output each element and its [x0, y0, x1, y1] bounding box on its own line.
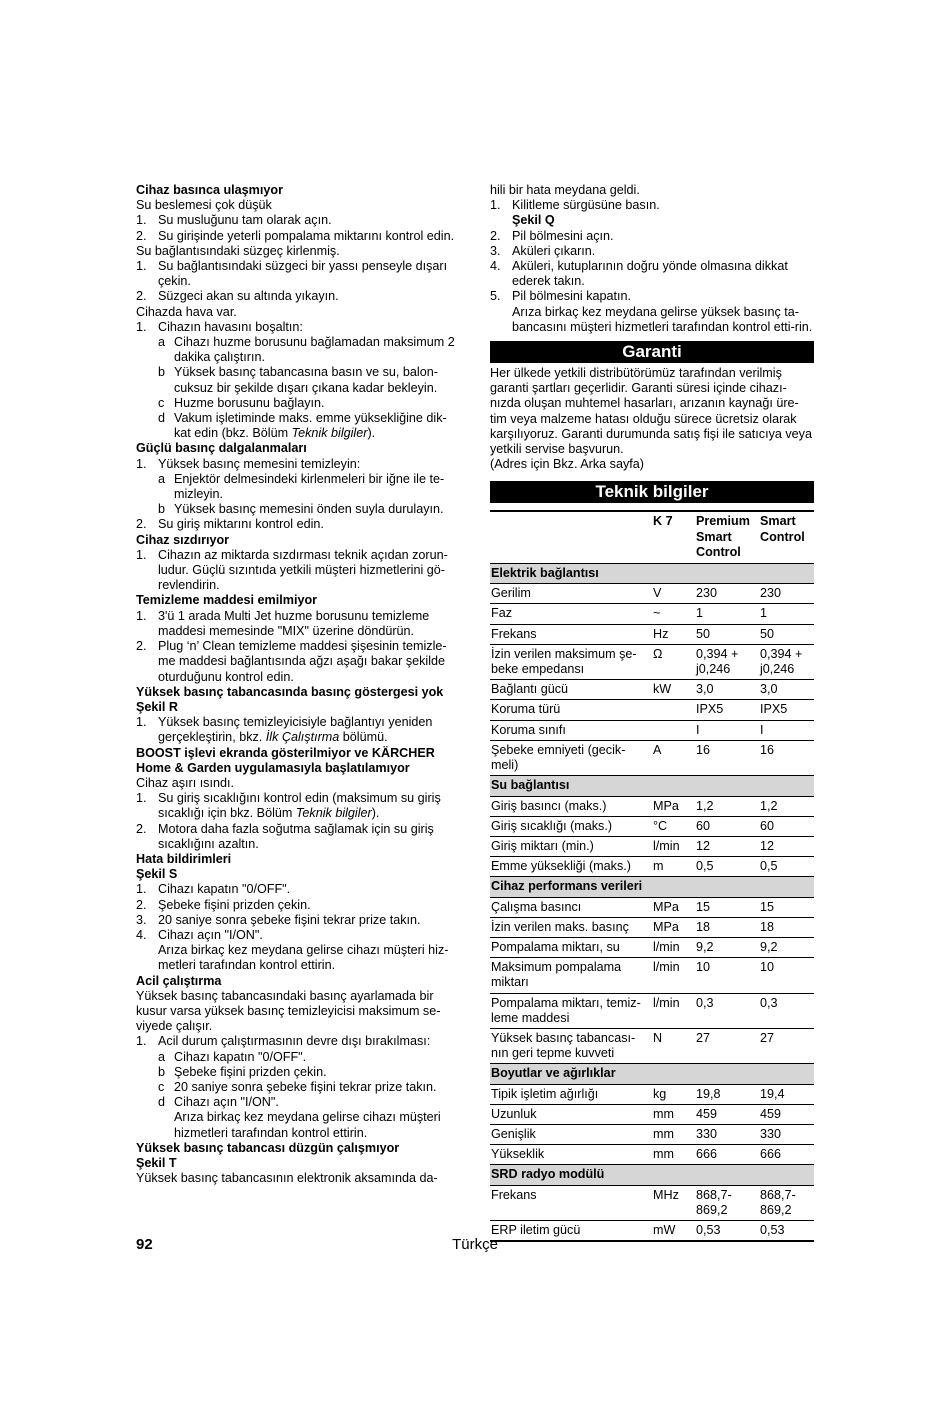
line-text: Yüksek basınç memesini önden suyla durulayın. — [174, 502, 444, 517]
table-row — [490, 917, 814, 937]
table-cell: 1,2 — [695, 796, 759, 816]
table-cell: Pompalama miktarı, temiz-leme maddesi — [490, 993, 652, 1028]
garanti-heading: Garanti — [490, 341, 814, 363]
table-cell: 3,0 — [759, 680, 814, 700]
table-cell: 16 — [695, 740, 759, 775]
line-text-after: ). — [367, 426, 376, 441]
line-text: Acil çalıştırma — [136, 973, 222, 988]
table-cell: 0,53 — [695, 1220, 759, 1241]
line-text: Su musluğunu tam olarak açın. — [158, 213, 332, 228]
line-text: Cihazı açın "I/ON". — [174, 1095, 279, 1110]
table-cell: 19,8 — [695, 1084, 759, 1104]
table-cell: Çalışma basıncı — [490, 897, 652, 917]
line-text: Cihaz sızdırıyor — [136, 532, 230, 547]
garanti-address-note: (Adres için Bkz. Arka sayfa) — [490, 457, 644, 472]
table-cell: A — [652, 740, 695, 775]
line-text: Aküleri çıkarın. — [512, 243, 596, 258]
list-marker: 1. — [136, 319, 147, 334]
numbered-step — [136, 639, 462, 685]
list-marker: b — [158, 365, 166, 380]
line-text: Cihazı açın "I/ON". — [158, 927, 263, 942]
page-number: 92 — [136, 1236, 153, 1253]
table-cell: MPa — [652, 917, 695, 937]
table-cell: 9,2 — [759, 937, 814, 957]
line-text: Şekil Q — [512, 213, 555, 228]
table-cell — [652, 720, 695, 740]
line-text: Arıza birkaç kez meydana gelirse yüksek basınç ta-bancasını müşteri hizmetleri tarafından kontrol etti-rin. — [512, 304, 813, 334]
table-cell: İzin verilen maks. basınç — [490, 917, 652, 937]
table-cell: İzin verilen maksimum şe-beke empedansı — [490, 644, 652, 679]
table-row — [490, 1124, 814, 1144]
line-text-after: bölümü. — [339, 730, 388, 745]
left-column — [136, 183, 462, 1186]
table-cell: Koruma türü — [490, 700, 652, 720]
table-cell: Pompalama miktarı, su — [490, 937, 652, 957]
table-cell: Frekans — [490, 1185, 652, 1220]
numbered-step — [136, 259, 462, 289]
numbered-step — [136, 882, 462, 897]
paragraph — [136, 776, 462, 791]
list-marker: 2. — [490, 228, 501, 243]
table-row — [490, 836, 814, 856]
table-cell: 666 — [695, 1145, 759, 1165]
table-row — [490, 680, 814, 700]
technical-data-table — [490, 510, 814, 1242]
paragraph — [136, 305, 462, 320]
section-heading — [136, 1156, 462, 1171]
line-text: Pil bölmesini kapatın. — [512, 289, 632, 304]
table-cell: Bağlantı gücü — [490, 680, 652, 700]
table-row — [490, 624, 814, 644]
list-marker: 5. — [490, 289, 501, 304]
section-heading — [136, 852, 462, 867]
table-cell: mW — [652, 1220, 695, 1241]
table-cell: 3,0 — [695, 680, 759, 700]
line-text: Cihaz aşırı ısındı. — [136, 775, 234, 790]
table-cell: 12 — [759, 836, 814, 856]
table-cell: 16 — [759, 740, 814, 775]
list-marker: a — [158, 471, 166, 486]
table-cell: 868,7-869,2 — [695, 1185, 759, 1220]
cross-reference: Teknik bilgiler — [291, 426, 368, 441]
table-row — [490, 720, 814, 740]
list-marker: a — [158, 335, 166, 350]
table-row — [490, 816, 814, 836]
table-cell: 1 — [759, 604, 814, 624]
table-cell: 0,53 — [759, 1220, 814, 1241]
column-header — [490, 511, 652, 563]
table-cell: °C — [652, 816, 695, 836]
numbered-step — [136, 791, 462, 821]
line-text: 20 saniye sonra şebeke fişini tekrar prize takın. — [174, 1079, 437, 1094]
list-marker: 2. — [136, 517, 147, 532]
table-cell: 868,7-869,2 — [759, 1185, 814, 1220]
line-text: Şekil T — [136, 1156, 177, 1170]
table-cell: 10 — [695, 958, 759, 993]
numbered-step — [136, 320, 462, 335]
line-text: Şekil R — [136, 699, 178, 714]
paragraph — [136, 198, 462, 213]
indented-note — [490, 305, 814, 335]
table-cell: 459 — [759, 1104, 814, 1124]
table-cell: 1 — [695, 604, 759, 624]
lettered-substep — [136, 472, 462, 502]
numbered-step — [490, 289, 814, 304]
table-cell: Faz — [490, 604, 652, 624]
line-text: Cihazın az miktarda sızdırması teknik açıdan zorun-ludur. Güçlü sızıntıda yetkili müşteri hizmetlerini gö-revlendirin. — [158, 547, 448, 593]
line-text: Şebeke fişini prizden çekin. — [158, 897, 311, 912]
table-cell: Emme yüksekliği (maks.) — [490, 857, 652, 877]
list-marker: b — [158, 502, 166, 517]
section-label: Cihaz performans verileri — [490, 877, 814, 897]
table-cell: 330 — [695, 1124, 759, 1144]
numbered-step — [136, 517, 462, 532]
list-marker: b — [158, 1064, 166, 1079]
table-cell: 27 — [759, 1028, 814, 1063]
table-row — [490, 1084, 814, 1104]
line-text: Şebeke fişini prizden çekin. — [174, 1064, 327, 1079]
list-marker: 1. — [136, 547, 147, 562]
section-heading — [136, 867, 462, 882]
list-marker: 1. — [136, 259, 147, 274]
list-marker: a — [158, 1049, 166, 1064]
section-label: Su bağlantısı — [490, 776, 814, 796]
section-heading — [136, 1141, 462, 1156]
section-label: Boyutlar ve ağırlıklar — [490, 1064, 814, 1084]
line-text: Yüksek basınç tabancasında basınç göstergesi yok — [136, 684, 444, 699]
table-row — [490, 937, 814, 957]
line-text: Şekil S — [136, 867, 178, 882]
list-marker: 2. — [136, 639, 147, 654]
table-cell: 0,394 + j0,246 — [759, 644, 814, 679]
section-label: Elektrik bağlantısı — [490, 564, 814, 584]
line-text: Cihaz basınca ulaşmıyor — [136, 183, 283, 197]
line-text: Su girişinde yeterli pompalama miktarını kontrol edin. — [158, 228, 455, 243]
table-cell: kW — [652, 680, 695, 700]
table-section-row — [490, 564, 814, 584]
table-cell: 0,394 + j0,246 — [695, 644, 759, 679]
table-cell: 9,2 — [695, 937, 759, 957]
table-cell: 15 — [759, 897, 814, 917]
table-cell: 60 — [759, 816, 814, 836]
list-marker: 4. — [490, 259, 501, 274]
numbered-step — [490, 244, 814, 259]
list-marker: 1. — [136, 791, 147, 806]
table-cell: 10 — [759, 958, 814, 993]
line-text: Su giriş miktarını kontrol edin. — [158, 517, 324, 532]
table-cell: Yüksek basınç tabancası-nın geri tepme kuvveti — [490, 1028, 652, 1063]
line-text: Su beslemesi çok düşük — [136, 198, 272, 213]
table-cell: 12 — [695, 836, 759, 856]
section-heading — [136, 746, 462, 776]
line-text: Huzme borusunu bağlayın. — [174, 395, 325, 410]
lettered-substep — [136, 502, 462, 517]
list-marker: c — [158, 1079, 165, 1094]
list-marker: 2. — [136, 228, 147, 243]
table-row — [490, 604, 814, 624]
table-cell: IPX5 — [695, 700, 759, 720]
table-cell: 15 — [695, 897, 759, 917]
line-text: Su bağlantısındaki süzgeci bir yassı penseyle dışarı çekin. — [158, 259, 448, 289]
numbered-step — [136, 548, 462, 594]
table-row — [490, 1028, 814, 1063]
troubleshooting-continued — [490, 183, 814, 335]
table-section-row — [490, 776, 814, 796]
numbered-step — [490, 229, 814, 244]
line-text: Cihazı kapatın "0/OFF". — [174, 1049, 307, 1064]
table-cell: kg — [652, 1084, 695, 1104]
table-cell: l/min — [652, 937, 695, 957]
page-language: Türkçe — [452, 1236, 498, 1253]
table-cell: I — [695, 720, 759, 740]
line-text: Yüksek basınç temizleyicisiyle bağlantıyı yeniden gerçekleştirin, bkz. — [158, 715, 433, 745]
table-row — [490, 1145, 814, 1165]
paragraph — [490, 183, 814, 198]
table-cell: l/min — [652, 993, 695, 1028]
column-header: Smart Control — [759, 511, 814, 563]
numbered-step — [136, 213, 462, 228]
table-row — [490, 897, 814, 917]
table-cell: 330 — [759, 1124, 814, 1144]
numbered-step — [136, 609, 462, 639]
lettered-substep — [136, 411, 462, 441]
list-marker: 1. — [490, 198, 501, 213]
paragraph — [136, 244, 462, 259]
line-text: hili bir hata meydana geldi. — [490, 183, 640, 197]
lettered-substep — [136, 1080, 462, 1095]
section-heading — [136, 685, 462, 700]
table-section-row — [490, 877, 814, 897]
line-text: Motora daha fazla soğutma sağlamak için su giriş sıcaklığını azaltın. — [158, 821, 434, 851]
table-cell: 19,4 — [759, 1084, 814, 1104]
line-text: Yüksek basınç tabancasına basın ve su, balon-cuksuz bir şekilde dışarı çıkana kadar bekleyin. — [174, 365, 438, 395]
table-row — [490, 1185, 814, 1220]
table-cell: 459 — [695, 1104, 759, 1124]
table-cell: Frekans — [490, 624, 652, 644]
indented-note — [136, 943, 462, 973]
line-text: 3'ü 1 arada Multi Jet huzme borusunu temizleme maddesi memesinde "MIX" üzerine döndürün. — [158, 608, 430, 638]
lettered-substep — [136, 1050, 462, 1065]
line-text: Vakum işletiminde maks. emme yüksekliğine dik-kat edin (bkz. Bölüm — [174, 411, 447, 441]
table-row — [490, 1104, 814, 1124]
table-cell: MPa — [652, 796, 695, 816]
cross-reference: İlk Çalıştırma — [265, 730, 340, 745]
garanti-text: Her ülkede yetkili distribütörümüz tarafından verilmiş garanti şartları geçerlidir. Garanti süresi içinde cihazı-nızda oluşan muhtemel hasarları, arızanın kaynağı üre-tim veya malzeme hatası olduğu sürece ücretsiz olarak karşılıyoruz. Garanti durumunda satış fişi ile satıcıya veya yetkili servise başvurun. — [490, 366, 812, 457]
table-cell: Şebeke emniyeti (gecik-meli) — [490, 740, 652, 775]
list-marker: 1. — [136, 608, 147, 623]
line-text: Acil durum çalıştırmasının devre dışı bırakılması: — [158, 1034, 431, 1049]
paragraph — [136, 1171, 462, 1186]
table-row — [490, 740, 814, 775]
list-marker: 2. — [136, 821, 147, 836]
table-cell: 27 — [695, 1028, 759, 1063]
numbered-step — [136, 1034, 462, 1049]
table-cell: MHz — [652, 1185, 695, 1220]
numbered-step — [136, 715, 462, 745]
list-marker: 3. — [490, 243, 501, 258]
table-cell: Gerilim — [490, 584, 652, 604]
table-cell: 1,2 — [759, 796, 814, 816]
line-text: BOOST işlevi ekranda gösterilmiyor ve KÄRCHER Home & Garden uygulamasıyla başlatılamıyor — [136, 745, 435, 775]
line-text: Yüksek basınç tabancasının elektronik aksamında da- — [136, 1171, 438, 1186]
table-cell: l/min — [652, 958, 695, 993]
line-text: Aküleri, kutuplarının doğru yönde olmasına dikkat ederek takın. — [512, 259, 788, 289]
table-row — [490, 993, 814, 1028]
line-text: Temizleme maddesi emilmiyor — [136, 593, 318, 608]
table-section-row — [490, 1064, 814, 1084]
table-row — [490, 958, 814, 993]
lettered-substep — [136, 1095, 462, 1110]
table-row — [490, 700, 814, 720]
section-heading — [136, 700, 462, 715]
teknik-heading: Teknik bilgiler — [490, 481, 814, 503]
table-cell: Genişlik — [490, 1124, 652, 1144]
table-cell: V — [652, 584, 695, 604]
list-marker: 1. — [136, 1034, 147, 1049]
table-cell: 0,3 — [759, 993, 814, 1028]
line-text: Kilitleme sürgüsüne basın. — [512, 198, 660, 213]
line-text: Su bağlantısındaki süzgeç kirlenmiş. — [136, 243, 340, 258]
right-column — [490, 183, 814, 1242]
list-marker: 1. — [136, 882, 147, 897]
line-text: Süzgeci akan su altında yıkayın. — [158, 289, 339, 304]
line-text: Cihazı huzme borusunu bağlamadan maksimum 2 dakika çalıştırın. — [174, 335, 455, 365]
column-header: K 7 — [652, 511, 695, 563]
table-cell: 60 — [695, 816, 759, 836]
section-heading — [136, 183, 462, 198]
lettered-substep — [136, 396, 462, 411]
lettered-substep — [136, 1065, 462, 1080]
line-text: 20 saniye sonra şebeke fişini tekrar prize takın. — [158, 912, 421, 927]
list-marker: c — [158, 395, 165, 410]
table-cell: 18 — [695, 917, 759, 937]
numbered-step — [136, 457, 462, 472]
numbered-step — [490, 259, 814, 289]
numbered-step — [136, 229, 462, 244]
section-heading — [136, 533, 462, 548]
table-cell: Ω — [652, 644, 695, 679]
table-cell: Uzunluk — [490, 1104, 652, 1124]
table-cell: 0,5 — [759, 857, 814, 877]
line-text: Arıza birkaç kez meydana gelirse cihazı müşteri hizmetleri tarafından kontrol ettirin. — [174, 1110, 441, 1140]
column-header: Premium Smart Control — [695, 511, 759, 563]
table-cell: Hz — [652, 624, 695, 644]
table-cell: 230 — [759, 584, 814, 604]
section-heading — [136, 974, 462, 989]
section-heading — [136, 593, 462, 608]
table-cell: 50 — [695, 624, 759, 644]
line-text: Pil bölmesini açın. — [512, 228, 614, 243]
table-cell: ERP iletim gücü — [490, 1220, 652, 1241]
line-text: Yüksek basınç tabancasındaki basınç ayarlamada bir kusur varsa yüksek basınç temizleyicisi maksimum se-viyede çalışır. — [136, 988, 441, 1034]
list-marker: 1. — [136, 456, 147, 471]
line-text: Plug ‘n’ Clean temizleme maddesi şişesinin temizle-me maddesi bağlantısında ağzı aşağı bakar şekilde oturduğunu kontrol edin. — [158, 639, 447, 684]
list-marker: d — [158, 411, 166, 426]
table-cell: Tipik işletim ağırlığı — [490, 1084, 652, 1104]
line-text-after: ). — [371, 806, 380, 821]
section-heading — [136, 441, 462, 456]
table-row — [490, 644, 814, 679]
lettered-substep — [136, 365, 462, 395]
table-cell: Yükseklik — [490, 1145, 652, 1165]
line-text: Cihazı kapatın "0/OFF". — [158, 882, 291, 897]
table-cell: MPa — [652, 897, 695, 917]
section-label: SRD radyo modülü — [490, 1165, 814, 1185]
lettered-substep — [136, 335, 462, 365]
table-cell — [652, 700, 695, 720]
table-cell: mm — [652, 1145, 695, 1165]
indented-note — [136, 1110, 462, 1140]
table-cell: 18 — [759, 917, 814, 937]
table-cell: 0,5 — [695, 857, 759, 877]
table-section-row — [490, 1165, 814, 1185]
list-marker: 3. — [136, 912, 147, 927]
line-text: Güçlü basınç dalgalanmaları — [136, 441, 307, 456]
list-marker: 2. — [136, 289, 147, 304]
list-marker: 1. — [136, 213, 147, 228]
line-text: Su giriş sıcaklığını kontrol edin (maksimum su giriş sıcaklığı için bkz. Bölüm — [158, 791, 441, 821]
table-cell: 230 — [695, 584, 759, 604]
line-text: Yüksek basınç tabancası düzgün çalışmıyor — [136, 1140, 400, 1155]
table-cell: 666 — [759, 1145, 814, 1165]
table-cell: Giriş sıcaklığı (maks.) — [490, 816, 652, 836]
line-text: Arıza birkaç kez meydana gelirse cihazı müşteri hiz-metleri tarafından kontrol ettirin. — [158, 943, 449, 973]
table-row — [490, 857, 814, 877]
list-marker: 4. — [136, 927, 147, 942]
numbered-step — [136, 289, 462, 304]
table-cell: mm — [652, 1124, 695, 1144]
table-cell: ~ — [652, 604, 695, 624]
numbered-step — [136, 913, 462, 928]
numbered-step — [136, 822, 462, 852]
table-cell: Giriş basıncı (maks.) — [490, 796, 652, 816]
table-cell: N — [652, 1028, 695, 1063]
line-text: Cihazın havasını boşaltın: — [158, 319, 303, 334]
table-row — [490, 796, 814, 816]
table-cell: l/min — [652, 836, 695, 856]
table-cell: Giriş miktarı (min.) — [490, 836, 652, 856]
list-marker: 2. — [136, 897, 147, 912]
table-cell: I — [759, 720, 814, 740]
line-text: Yüksek basınç memesini temizleyin: — [158, 456, 361, 471]
numbered-step — [490, 198, 814, 213]
numbered-step — [136, 898, 462, 913]
table-cell: 0,3 — [695, 993, 759, 1028]
table-cell: mm — [652, 1104, 695, 1124]
line-text: Hata bildirimleri — [136, 851, 232, 866]
table-cell: Koruma sınıfı — [490, 720, 652, 740]
table-cell: Maksimum pompalama miktarı — [490, 958, 652, 993]
table-cell: 50 — [759, 624, 814, 644]
table-header-row — [490, 511, 814, 563]
paragraph — [136, 989, 462, 1035]
list-marker: 1. — [136, 715, 147, 730]
line-text: Enjektör delmesindeki kirlenmeleri bir iğne ile te-mizleyin. — [174, 471, 445, 502]
line-text: Cihazda hava var. — [136, 304, 237, 319]
figure-reference — [490, 213, 814, 228]
table-cell: m — [652, 857, 695, 877]
numbered-step — [136, 928, 462, 943]
list-marker: d — [158, 1095, 166, 1110]
table-row — [490, 584, 814, 604]
table-cell: IPX5 — [759, 700, 814, 720]
cross-reference: Teknik bilgiler — [295, 806, 372, 821]
